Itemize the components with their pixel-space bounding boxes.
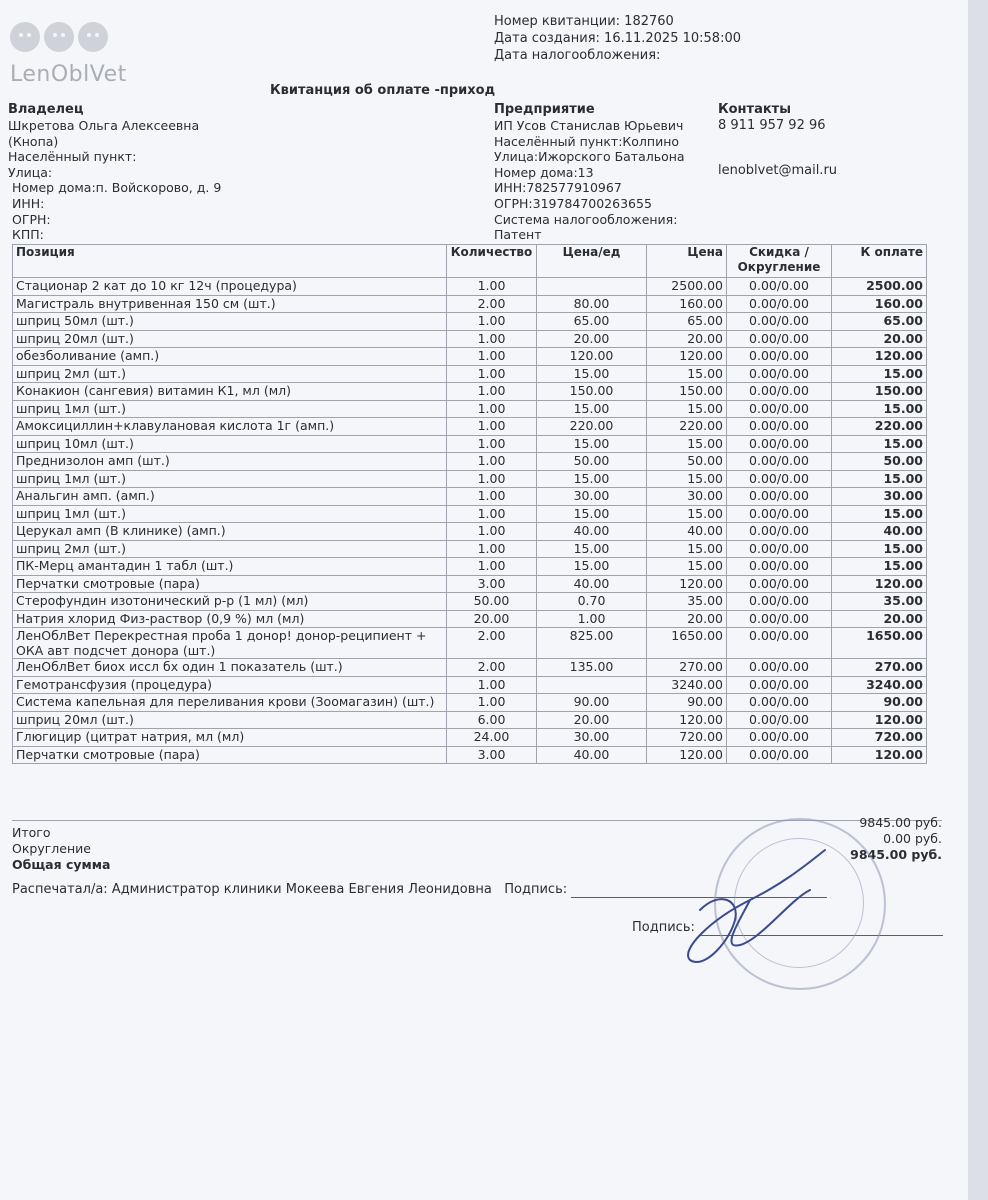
item-price: 15.00: [647, 435, 727, 453]
item-discount: 0.00/0.00: [727, 418, 832, 436]
item-discount: 0.00/0.00: [727, 330, 832, 348]
table-row: [13, 435, 927, 453]
item-quantity: 2.00: [447, 295, 537, 313]
item-unit-price: 40.00: [537, 575, 647, 593]
owner-line: Улица:: [8, 164, 53, 180]
table-row: [13, 558, 927, 576]
item-price: 270.00: [647, 659, 727, 677]
item-to-pay: 90.00: [832, 694, 927, 712]
table-row: [13, 348, 927, 366]
item-price: 30.00: [647, 488, 727, 506]
item-discount: 0.00/0.00: [727, 400, 832, 418]
item-unit-price: 15.00: [537, 470, 647, 488]
item-unit-price: 220.00: [537, 418, 647, 436]
item-to-pay: 3240.00: [832, 676, 927, 694]
item-price: 40.00: [647, 523, 727, 541]
item-to-pay: 15.00: [832, 558, 927, 576]
item-quantity: 1.00: [447, 540, 537, 558]
item-name: шприц 20мл (шт.): [13, 711, 447, 729]
item-discount: 0.00/0.00: [727, 348, 832, 366]
item-name: Стационар 2 кат до 10 кг 12ч (процедура): [13, 278, 447, 296]
item-quantity: 1.00: [447, 418, 537, 436]
item-price: 15.00: [647, 365, 727, 383]
table-row: [13, 628, 927, 659]
item-to-pay: 35.00: [832, 593, 927, 611]
item-discount: 0.00/0.00: [727, 523, 832, 541]
item-name: шприц 1мл (шт.): [13, 505, 447, 523]
col-header-discount: Скидка / Округление: [727, 245, 832, 278]
item-to-pay: 15.00: [832, 365, 927, 383]
table-row: [13, 418, 927, 436]
item-unit-price: 825.00: [537, 628, 647, 659]
item-quantity: 1.00: [447, 313, 537, 331]
item-price: 120.00: [647, 711, 727, 729]
item-name: ЛенОблВет Перекрестная проба 1 донор! донор-реципиент + ОКА авт подсчет донора (шт.): [13, 628, 447, 659]
item-name: ПК-Мерц амантадин 1 табл (шт.): [13, 558, 447, 576]
items-table: [12, 244, 927, 764]
item-price: 160.00: [647, 295, 727, 313]
enterprise-details: [494, 118, 685, 243]
col-header-unit-price: Цена/ед: [537, 245, 647, 278]
item-name: шприц 20мл (шт.): [13, 330, 447, 348]
rounding-value: 0.00 руб.: [883, 831, 942, 846]
contact-email: lenoblvet@mail.ru: [718, 163, 838, 178]
itogo-label: Итого: [12, 825, 51, 840]
item-quantity: 1.00: [447, 676, 537, 694]
item-discount: 0.00/0.00: [727, 383, 832, 401]
table-row: [13, 400, 927, 418]
col-header-price: Цена: [647, 245, 727, 278]
table-row: [13, 575, 927, 593]
item-unit-price: 20.00: [537, 330, 647, 348]
owner-header: Владелец: [8, 102, 84, 117]
enterprise-line: ИНН:782577910967: [494, 180, 622, 196]
item-unit-price: 150.00: [537, 383, 647, 401]
item-discount: 0.00/0.00: [727, 610, 832, 628]
item-quantity: 1.00: [447, 558, 537, 576]
item-name: Глюгицир (цитрат натрия, мл (мл): [13, 729, 447, 747]
table-row: [13, 711, 927, 729]
printed-by-text: Распечатал/а: Администратор клиники Мокеева Евгения Леонидовна: [12, 882, 492, 897]
item-to-pay: 20.00: [832, 330, 927, 348]
table-row: [13, 383, 927, 401]
owner-line: Номер дома:п. Войскорово, д. 9: [12, 180, 222, 196]
item-price: 20.00: [647, 610, 727, 628]
item-discount: 0.00/0.00: [727, 505, 832, 523]
table-row: [13, 330, 927, 348]
enterprise-line: Номер дома:13: [494, 164, 594, 180]
item-to-pay: 15.00: [832, 505, 927, 523]
item-unit-price: 15.00: [537, 505, 647, 523]
item-discount: 0.00/0.00: [727, 575, 832, 593]
item-unit-price: [537, 676, 647, 694]
table-row: [13, 694, 927, 712]
item-discount: 0.00/0.00: [727, 746, 832, 764]
item-unit-price: 90.00: [537, 694, 647, 712]
owner-details: [8, 118, 221, 243]
table-row: [13, 313, 927, 331]
enterprise-line: Населённый пункт:Колпино: [494, 133, 680, 149]
item-to-pay: 15.00: [832, 470, 927, 488]
item-name: шприц 1мл (шт.): [13, 470, 447, 488]
item-name: Церукал амп (В клинике) (амп.): [13, 523, 447, 541]
table-row: [13, 540, 927, 558]
item-quantity: 1.00: [447, 330, 537, 348]
item-discount: 0.00/0.00: [727, 365, 832, 383]
signature-label-2: Подпись:: [632, 920, 695, 935]
owner-line: КПП:: [12, 227, 44, 243]
item-to-pay: 150.00: [832, 383, 927, 401]
signature-label-1: Подпись:: [504, 882, 568, 897]
item-quantity: 1.00: [447, 348, 537, 366]
item-unit-price: 1.00: [537, 610, 647, 628]
item-unit-price: 15.00: [537, 400, 647, 418]
item-quantity: 3.00: [447, 575, 537, 593]
item-discount: 0.00/0.00: [727, 313, 832, 331]
item-quantity: 2.00: [447, 659, 537, 677]
item-name: Гемотрансфузия (процедура): [13, 676, 447, 694]
receipt-number: Номер квитанции: 182760: [494, 14, 674, 29]
item-unit-price: 15.00: [537, 558, 647, 576]
item-price: 120.00: [647, 575, 727, 593]
item-quantity: 20.00: [447, 610, 537, 628]
item-unit-price: 40.00: [537, 523, 647, 541]
table-row: [13, 295, 927, 313]
enterprise-header: Предприятие: [494, 102, 595, 117]
receipt-title: Квитанция об оплате -приход: [270, 83, 496, 98]
table-row: [13, 505, 927, 523]
item-to-pay: 15.00: [832, 400, 927, 418]
table-row: [13, 365, 927, 383]
item-unit-price: 15.00: [537, 435, 647, 453]
item-price: 90.00: [647, 694, 727, 712]
item-quantity: 1.00: [447, 470, 537, 488]
item-name: Преднизолон амп (шт.): [13, 453, 447, 471]
item-quantity: 1.00: [447, 694, 537, 712]
owner-line: (Кнопа): [8, 133, 59, 149]
item-price: 65.00: [647, 313, 727, 331]
item-price: 15.00: [647, 540, 727, 558]
item-unit-price: 40.00: [537, 746, 647, 764]
item-name: шприц 50мл (шт.): [13, 313, 447, 331]
owner-line: Населённый пункт:: [8, 149, 137, 165]
item-price: 15.00: [647, 470, 727, 488]
item-unit-price: 20.00: [537, 711, 647, 729]
table-row: [13, 746, 927, 764]
col-header-position: Позиция: [13, 245, 447, 278]
item-price: 15.00: [647, 558, 727, 576]
table-row: [13, 610, 927, 628]
item-price: 20.00: [647, 330, 727, 348]
table-row: [13, 729, 927, 747]
item-quantity: 1.00: [447, 278, 537, 296]
item-to-pay: 30.00: [832, 488, 927, 506]
item-to-pay: 15.00: [832, 435, 927, 453]
col-header-to-pay: К оплате: [832, 245, 927, 278]
item-quantity: 6.00: [447, 711, 537, 729]
item-unit-price: 120.00: [537, 348, 647, 366]
item-unit-price: 30.00: [537, 729, 647, 747]
enterprise-line: Улица:Ижорского Батальона: [494, 149, 685, 165]
item-discount: 0.00/0.00: [727, 659, 832, 677]
rabbit-icon: [78, 22, 108, 52]
item-name: шприц 2мл (шт.): [13, 365, 447, 383]
item-to-pay: 2500.00: [832, 278, 927, 296]
item-name: Натрия хлорид Физ-раствор (0,9 %) мл (мл): [13, 610, 447, 628]
item-to-pay: 65.00: [832, 313, 927, 331]
item-to-pay: 120.00: [832, 711, 927, 729]
item-price: 2500.00: [647, 278, 727, 296]
item-quantity: 1.00: [447, 435, 537, 453]
item-unit-price: 15.00: [537, 540, 647, 558]
items-table-body: [13, 278, 927, 764]
item-unit-price: 50.00: [537, 453, 647, 471]
enterprise-line: ОГРН:319784700263655: [494, 195, 652, 211]
item-to-pay: 270.00: [832, 659, 927, 677]
dog-icon: [44, 22, 74, 52]
item-to-pay: 40.00: [832, 523, 927, 541]
item-to-pay: 50.00: [832, 453, 927, 471]
col-header-quantity: Количество: [447, 245, 537, 278]
item-discount: 0.00/0.00: [727, 558, 832, 576]
item-price: 1650.00: [647, 628, 727, 659]
receipt-created-date: Дата создания: 16.11.2025 10:58:00: [494, 31, 741, 46]
item-unit-price: 30.00: [537, 488, 647, 506]
item-name: ЛенОблВет биох иссл бх один 1 показатель (шт.): [13, 659, 447, 677]
rounding-label: Округление: [12, 841, 91, 856]
enterprise-line: ИП Усов Станислав Юрьевич: [494, 118, 684, 133]
owner-line: Шкретова Ольга Алексеевна: [8, 118, 200, 133]
item-name: Перчатки смотровые (пара): [13, 746, 447, 764]
item-name: шприц 10мл (шт.): [13, 435, 447, 453]
item-price: 15.00: [647, 400, 727, 418]
item-quantity: 1.00: [447, 365, 537, 383]
table-row: [13, 488, 927, 506]
item-quantity: 1.00: [447, 505, 537, 523]
item-discount: 0.00/0.00: [727, 676, 832, 694]
item-discount: 0.00/0.00: [727, 453, 832, 471]
item-discount: 0.00/0.00: [727, 711, 832, 729]
enterprise-line: Система налогообложения:: [494, 211, 678, 227]
item-quantity: 2.00: [447, 628, 537, 659]
table-row: [13, 523, 927, 541]
item-discount: 0.00/0.00: [727, 540, 832, 558]
item-discount: 0.00/0.00: [727, 628, 832, 659]
item-quantity: 24.00: [447, 729, 537, 747]
enterprise-line: Патент: [494, 227, 542, 243]
item-quantity: 1.00: [447, 523, 537, 541]
receipt-tax-date: Дата налогообложения:: [494, 48, 661, 63]
item-to-pay: 720.00: [832, 729, 927, 747]
item-discount: 0.00/0.00: [727, 278, 832, 296]
item-discount: 0.00/0.00: [727, 295, 832, 313]
table-row: [13, 453, 927, 471]
item-quantity: 1.00: [447, 400, 537, 418]
item-name: Конакион (сангевия) витамин К1, мл (мл): [13, 383, 447, 401]
handwritten-signature: [680, 830, 840, 980]
item-to-pay: 1650.00: [832, 628, 927, 659]
item-name: Амоксициллин+клавулановая кислота 1г (амп.): [13, 418, 447, 436]
item-price: 35.00: [647, 593, 727, 611]
owner-line: ОГРН:: [12, 211, 51, 227]
table-row: [13, 659, 927, 677]
item-discount: 0.00/0.00: [727, 593, 832, 611]
table-row: [13, 278, 927, 296]
item-price: 150.00: [647, 383, 727, 401]
item-name: обезболивание (амп.): [13, 348, 447, 366]
item-price: 220.00: [647, 418, 727, 436]
table-header-row: [13, 245, 927, 278]
item-discount: 0.00/0.00: [727, 435, 832, 453]
item-quantity: 1.00: [447, 488, 537, 506]
table-row: [13, 676, 927, 694]
logo-text: LenOblVet: [10, 62, 127, 87]
item-quantity: 1.00: [447, 383, 537, 401]
itogo-value: 9845.00 руб.: [859, 815, 942, 830]
total-sum-label: Общая сумма: [12, 857, 111, 872]
item-name: Анальгин амп. (амп.): [13, 488, 447, 506]
item-price: 50.00: [647, 453, 727, 471]
item-to-pay: 120.00: [832, 348, 927, 366]
contacts-header: Контакты: [718, 102, 791, 117]
item-quantity: 1.00: [447, 453, 537, 471]
clinic-logo: [10, 22, 127, 87]
item-unit-price: 0.70: [537, 593, 647, 611]
item-price: 120.00: [647, 746, 727, 764]
item-discount: 0.00/0.00: [727, 470, 832, 488]
item-to-pay: 120.00: [832, 746, 927, 764]
page-edge: [968, 0, 988, 1200]
item-price: 15.00: [647, 505, 727, 523]
item-name: Стерофундин изотонический р-р (1 мл) (мл): [13, 593, 447, 611]
table-row: [13, 593, 927, 611]
cat-icon: [10, 22, 40, 52]
table-row: [13, 470, 927, 488]
item-name: Перчатки смотровые (пара): [13, 575, 447, 593]
item-to-pay: 220.00: [832, 418, 927, 436]
total-sum-value: 9845.00 руб.: [850, 847, 942, 862]
item-unit-price: 80.00: [537, 295, 647, 313]
item-price: 3240.00: [647, 676, 727, 694]
item-discount: 0.00/0.00: [727, 488, 832, 506]
item-name: шприц 1мл (шт.): [13, 400, 447, 418]
item-unit-price: 65.00: [537, 313, 647, 331]
contact-phone: 8 911 957 92 96: [718, 118, 826, 133]
item-discount: 0.00/0.00: [727, 729, 832, 747]
item-unit-price: 15.00: [537, 365, 647, 383]
owner-line: ИНН:: [12, 195, 45, 211]
item-quantity: 3.00: [447, 746, 537, 764]
item-name: Система капельная для переливания крови (Зоомагазин) (шт.): [13, 694, 447, 712]
item-to-pay: 160.00: [832, 295, 927, 313]
item-discount: 0.00/0.00: [727, 694, 832, 712]
item-to-pay: 20.00: [832, 610, 927, 628]
item-price: 120.00: [647, 348, 727, 366]
item-name: шприц 2мл (шт.): [13, 540, 447, 558]
item-name: Магистраль внутривенная 150 см (шт.): [13, 295, 447, 313]
item-to-pay: 120.00: [832, 575, 927, 593]
item-quantity: 50.00: [447, 593, 537, 611]
item-price: 720.00: [647, 729, 727, 747]
item-unit-price: 135.00: [537, 659, 647, 677]
item-unit-price: [537, 278, 647, 296]
item-to-pay: 15.00: [832, 540, 927, 558]
